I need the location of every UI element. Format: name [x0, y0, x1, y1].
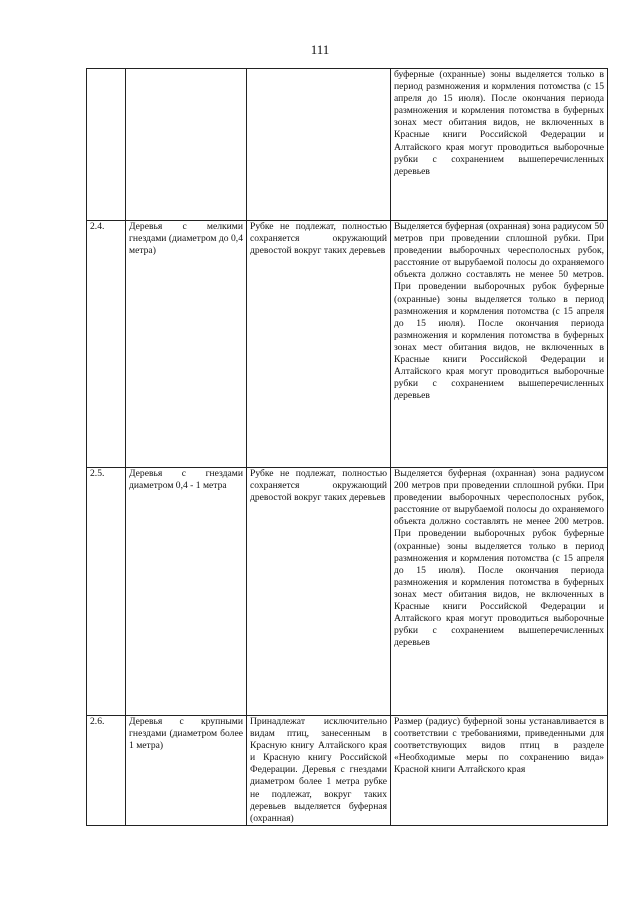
buffer-zone-cell: буферные (охранные) зоны выделяется только в период размножения и кормления потомства (с 15 апреля до 15 июля). После окончания периода размножения и кормления потомства в буферных зонах мест обитания видов, не включенных в Красные книги Российской Федерации и Алтайского края могут проводиться выборочные рубки с сохранением вышеперечисленных деревьев [391, 69, 608, 221]
object-name-cell: Деревья с мелкими гнездами (диаметром до 0,4 метра) [126, 221, 247, 468]
table-row [87, 468, 608, 716]
row-number-cell: 2.5. [87, 468, 126, 716]
requirements-cell [247, 69, 391, 221]
row-number-cell [87, 69, 126, 221]
object-name-cell: Деревья с гнездами диаметром 0,4 - 1 метра [126, 468, 247, 716]
page-number: 111 [310, 42, 330, 57]
requirements-cell: Рубке не подлежат, полностью сохраняется окружающий древостой вокруг таких деревьев [247, 468, 391, 716]
table-row [87, 69, 608, 221]
requirements-cell: Рубке не подлежат, полностью сохраняется окружающий древостой вокруг таких деревьев [247, 221, 391, 468]
buffer-zone-cell: Выделяется буферная (охранная) зона радиусом 50 метров при проведении сплошной рубки. При проведении выборочных чересполосных рубок, расстояние от вырубаемой полосы до охраняемого объекта должно составлять не менее 50 метров. При проведении выборочных рубок буферные (охранные) зоны выделяется только в период размножения и кормления потомства (с 15 апреля до 15 июля). После окончания периода размножения и кормления потомства в буферных зонах мест обитания видов, не включенных в Красные книги Российской Федерации и Алтайского края могут проводиться выборочные рубки с сохранением вышеперечисленных деревьев [391, 221, 608, 468]
table-row [87, 221, 608, 468]
requirements-cell: Принадлежат исключительно видам птиц, занесенным в Красную книгу Алтайского края и Красную книгу Российской Федерации. Деревья с гнездами диаметром более 1 метра рубке не подлежат, вокруг таких деревьев выделяется буферная (охранная) [247, 716, 391, 826]
row-number-cell: 2.4. [87, 221, 126, 468]
object-name-cell [126, 69, 247, 221]
object-name-cell: Деревья с крупными гнездами (диаметром более 1 метра) [126, 716, 247, 826]
buffer-zone-cell: Выделяется буферная (охранная) зона радиусом 200 метров при проведении сплошной рубки. При проведении выборочных чересполосных рубок, расстояние от вырубаемой полосы до охраняемого объекта должно составлять не менее 200 метров. При проведении выборочных рубок буферные (охранные) зоны выделяется только в период размножения и кормления потомства (с 15 апреля до 15 июля). После окончания периода размножения и кормления потомства в буферных зонах мест обитания видов, не включенных в Красные книги Российской Федерации и Алтайского края могут проводиться выборочные рубки с сохранением вышеперечисленных деревьев [391, 468, 608, 716]
row-number-cell: 2.6. [87, 716, 126, 826]
table-row [87, 716, 608, 826]
buffer-zone-cell: Размер (радиус) буферной зоны устанавливается в соответствии с требованиями, приведенными для соответствующих видов птиц в разделе «Необходимые меры по сохранению вида» Красной книги Алтайского края [391, 716, 608, 826]
requirements-table [86, 68, 608, 826]
